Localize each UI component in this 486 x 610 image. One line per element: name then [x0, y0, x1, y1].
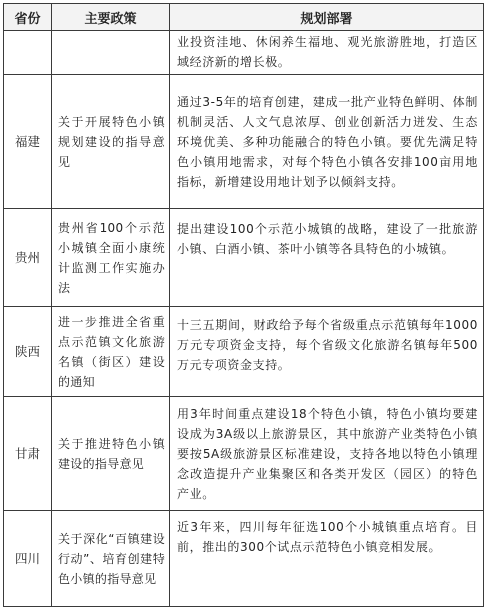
table-row — [4, 75, 484, 209]
policy-cell: 关于开展特色小镇规划建设的指导意见 — [52, 75, 170, 209]
province-cell: 甘肃 — [4, 397, 52, 511]
table-row — [4, 307, 484, 397]
plan-cell: 通过3-5年的培育创建，建成一批产业特色鲜明、体制机制灵活、人文气息浓厚、创业创新活力迸发、生态环境优美、多种功能融合的特色小镇。要优先满足特色小镇用地需求，对每个特色小镇各安排100亩用地指标，新增建设用地计划予以倾斜支持。 — [170, 75, 484, 209]
province-cell: 福建 — [4, 75, 52, 209]
province-cell: 陕西 — [4, 307, 52, 397]
policy-cell: 进一步推进全省重点示范镇文化旅游名镇（街区）建设的通知 — [52, 307, 170, 397]
table-row — [4, 397, 484, 511]
header-policy: 主要政策 — [52, 4, 170, 31]
policy-table — [3, 3, 484, 607]
province-cell: 贵州 — [4, 209, 52, 307]
table-row — [4, 511, 484, 607]
province-cell — [4, 31, 52, 75]
province-cell: 四川 — [4, 511, 52, 607]
header-plan: 规划部署 — [170, 4, 484, 31]
table-row — [4, 31, 484, 75]
policy-cell: 关于深化“百镇建设行动”、培育创建特色小镇的指导意见 — [52, 511, 170, 607]
policy-cell: 关于推进特色小镇建设的指导意见 — [52, 397, 170, 511]
policy-cell — [52, 31, 170, 75]
header-row — [4, 4, 484, 31]
table-row — [4, 209, 484, 307]
header-province: 省份 — [4, 4, 52, 31]
plan-cell: 业投资洼地、休闲养生福地、观光旅游胜地，打造区域经济新的增长极。 — [170, 31, 484, 75]
plan-cell: 十三五期间，财政给予每个省级重点示范镇每年1000万元专项资金支持，每个省级文化旅游名镇每年500万元专项资金支持。 — [170, 307, 484, 397]
policy-cell: 贵州省100个示范小城镇全面小康统计监测工作实施办法 — [52, 209, 170, 307]
plan-cell: 用3年时间重点建设18个特色小镇，特色小镇均要建设成为3A级以上旅游景区，其中旅游产业类特色小镇要按5A级旅游景区标准建设，支持各地以特色小镇理念改造提升产业集聚区和各类开发区（园区）的特色产业。 — [170, 397, 484, 511]
plan-cell: 提出建设100个示范小城镇的战略，建设了一批旅游小镇、白酒小镇、茶叶小镇等各具特色的小城镇。 — [170, 209, 484, 307]
plan-cell: 近3年来，四川每年征选100个小城镇重点培育。目前，推出的300个试点示范特色小镇竞相发展。 — [170, 511, 484, 607]
